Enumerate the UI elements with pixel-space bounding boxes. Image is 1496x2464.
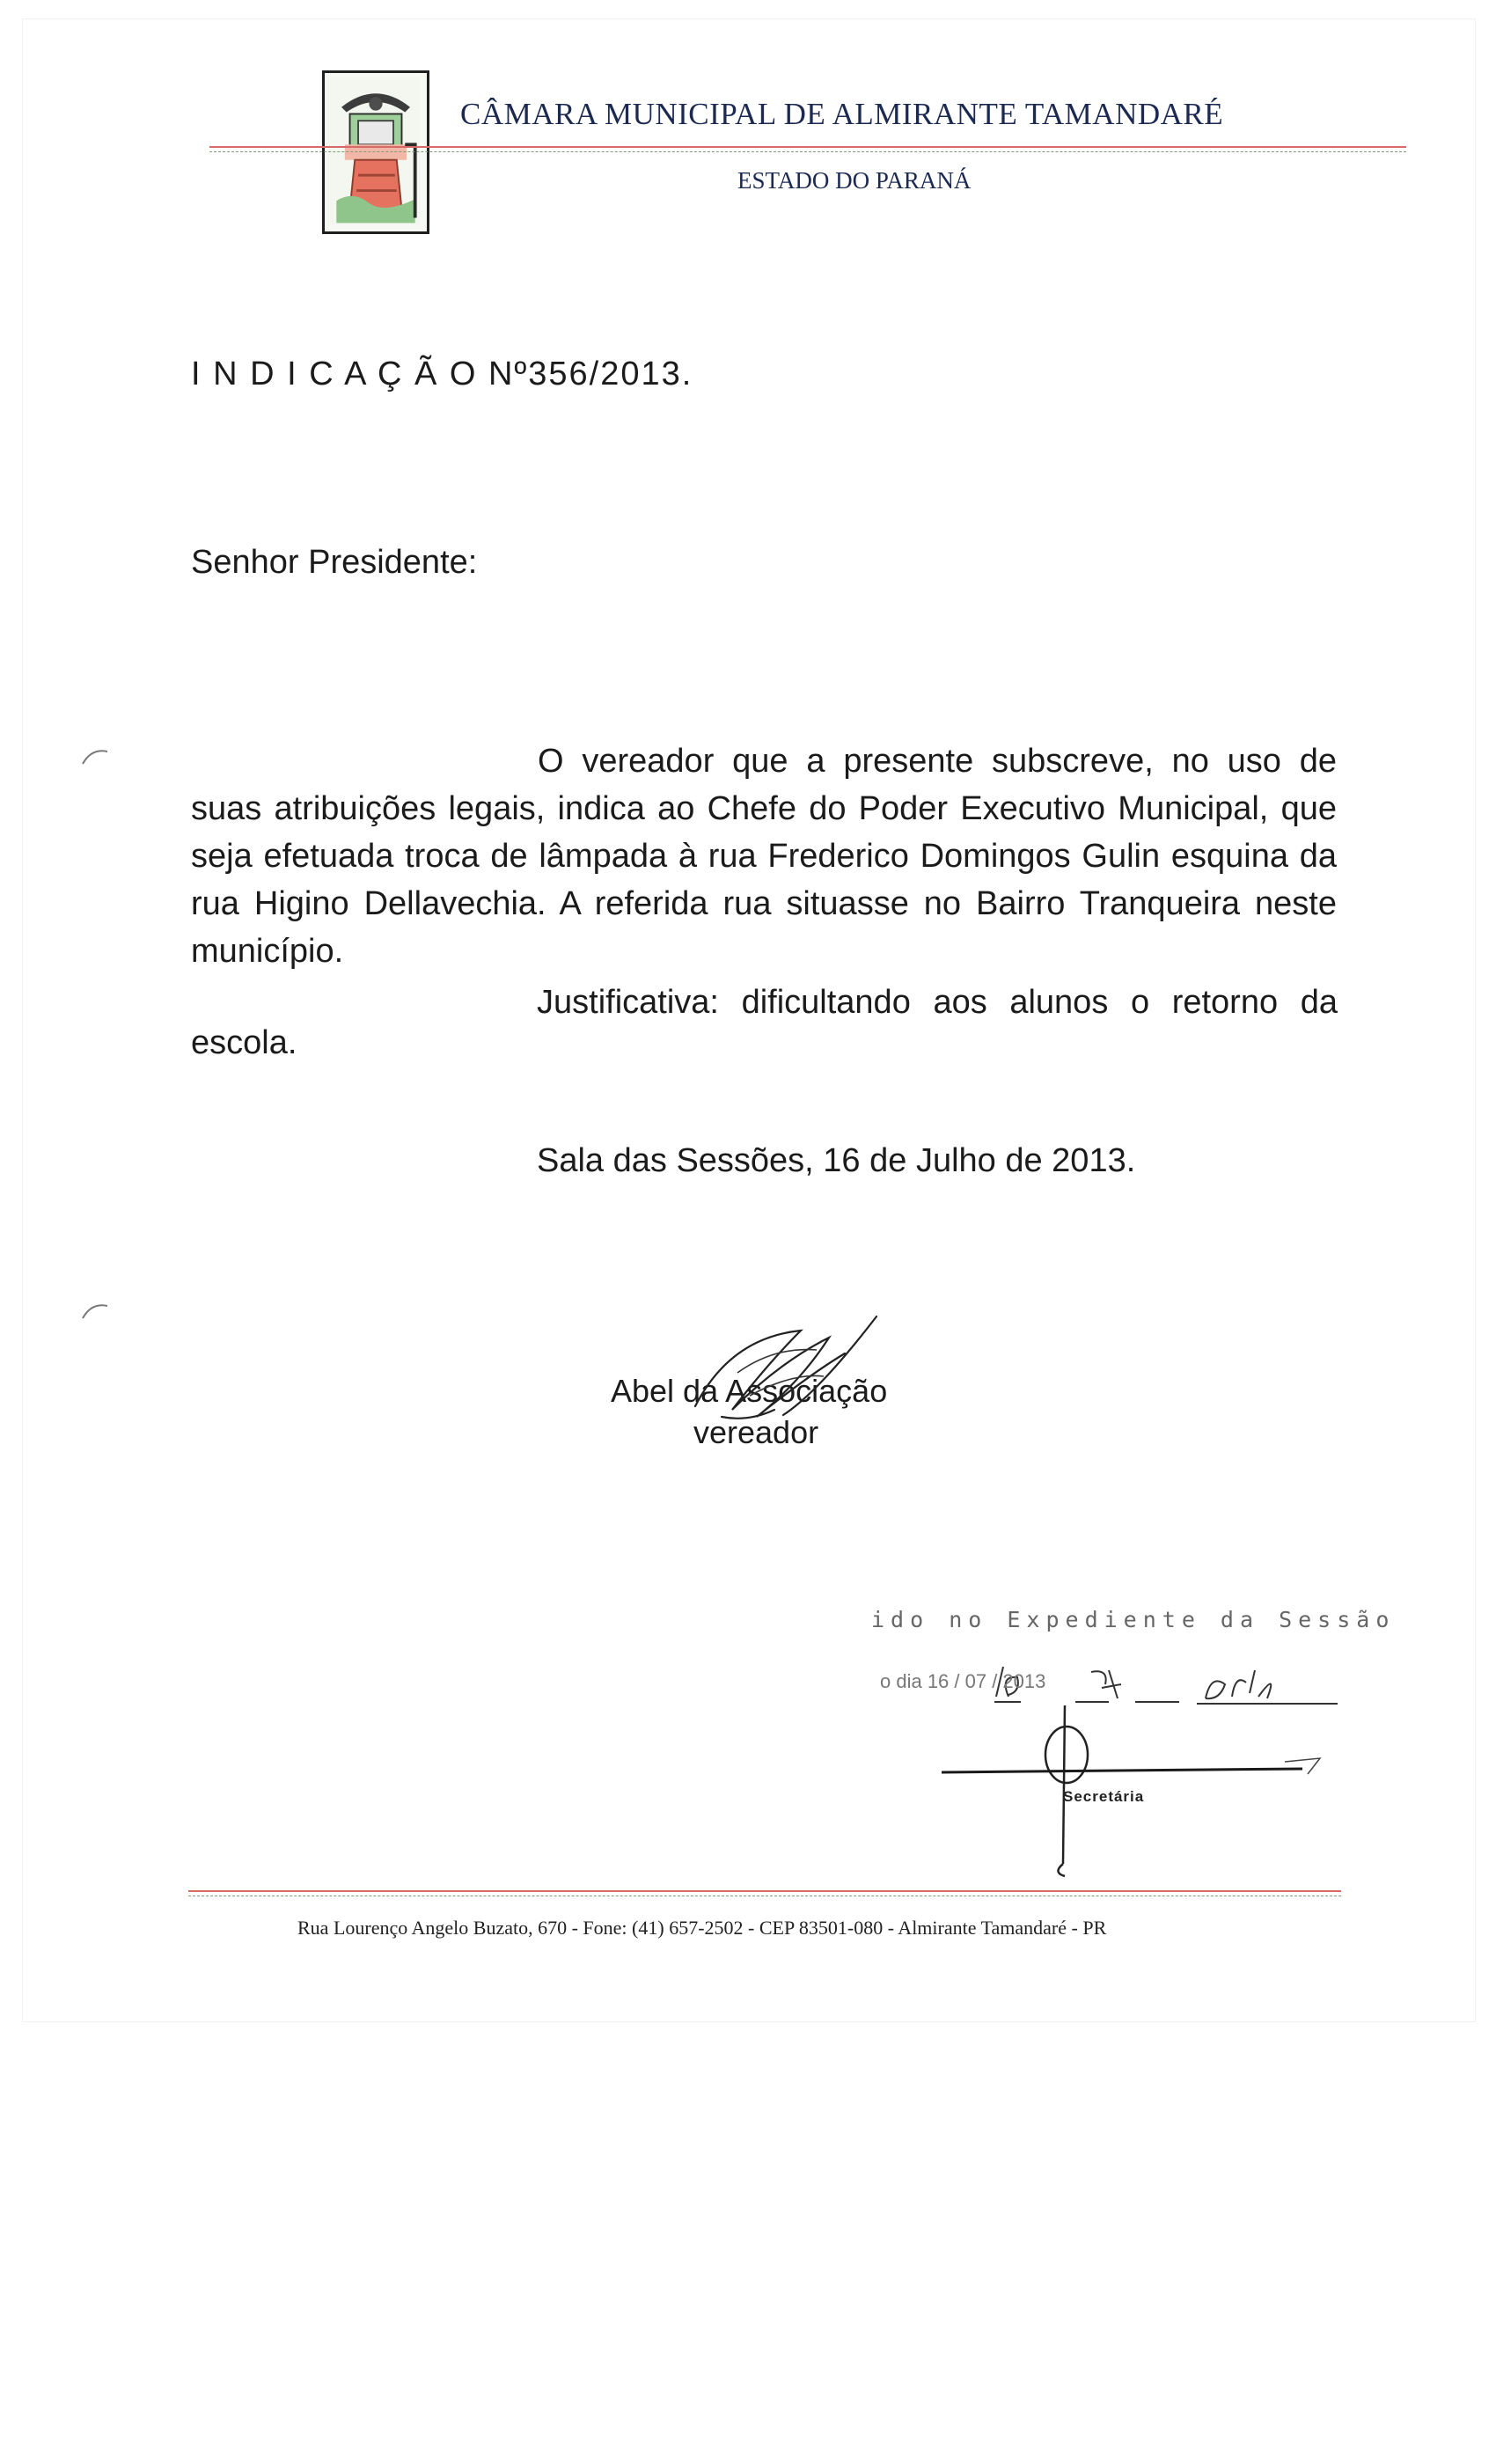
- session-stamp: [845, 1600, 1355, 1890]
- justification-end: escola.: [191, 1024, 297, 1061]
- punch-hole-mark: [81, 1301, 116, 1320]
- salutation: Senhor Presidente:: [191, 544, 478, 581]
- institution-title: CÂMARA MUNICIPAL DE ALMIRANTE TAMANDARÉ: [460, 97, 1224, 131]
- main-paragraph: [191, 737, 1337, 975]
- signer-name: Abel da Associação: [611, 1373, 888, 1409]
- footer-address: Rua Lourenço Angelo Buzato, 670 - Fone: (41) 657-2502 - CEP 83501-080 - Almirante Tamandaré - PR: [297, 1917, 1107, 1939]
- signer-role: vereador: [693, 1414, 819, 1450]
- main-paragraph-text: O vereador que a presente subscreve, no uso de suas atribuições legais, indica ao Chefe do Poder Executivo Municipal, que seja efetuada troca de lâmpada à rua Frederico Domingos Gulin esquina da rua Higino Dellavechia. A referida rua situasse no Bairro Tranqueira neste município.: [191, 743, 1337, 970]
- punch-hole-mark: [81, 746, 116, 766]
- stamp-session-text: ido no Expediente da Sessão: [871, 1607, 1396, 1632]
- state-subtitle: ESTADO DO PARANÁ: [737, 167, 972, 194]
- header-rule-green: [209, 151, 1406, 152]
- document-number: I N D I C A Ç Ã O Nº356/2013.: [191, 356, 693, 392]
- stamp-date-text: o dia 16 / 07 / 2013: [880, 1670, 1046, 1692]
- footer-rule-red: [188, 1890, 1341, 1892]
- stamp-secretary: Secretária: [1063, 1788, 1145, 1805]
- handwritten-signature: [669, 1311, 880, 1430]
- place-date: Sala das Sessões, 16 de Julho de 2013.: [537, 1142, 1136, 1179]
- justification: Justificativa: dificultando aos alunos o retorno da: [537, 984, 1338, 1021]
- header-rule-red: [209, 146, 1406, 148]
- coat-of-arms-icon: [322, 70, 429, 234]
